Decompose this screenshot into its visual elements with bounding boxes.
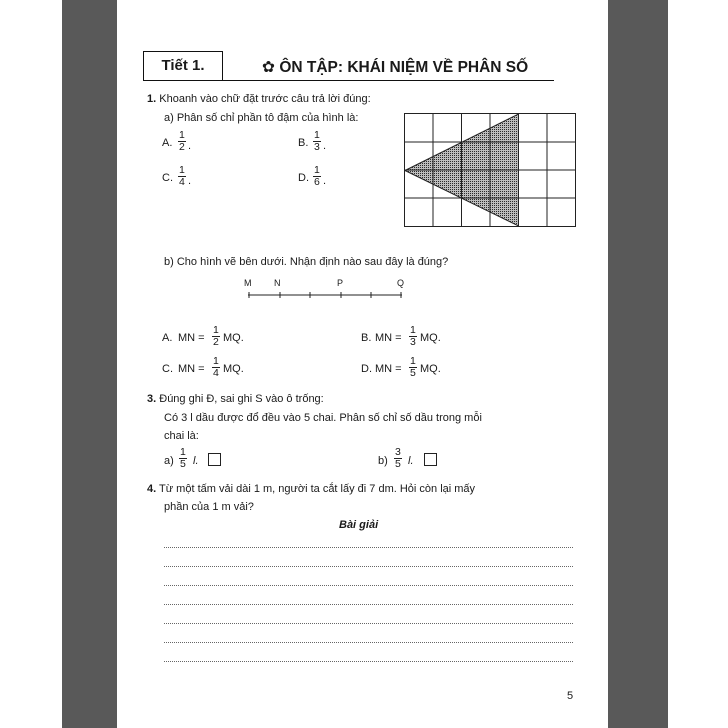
shaded-triangle-grid [404, 113, 576, 227]
q3-prompt: 3. Đúng ghi Đ, sai ghi S vào ô trống: [147, 393, 324, 405]
point-label-q: Q [397, 278, 405, 288]
q1a-prompt: a) Phân số chỉ phần tô đậm của hình là: [164, 112, 359, 124]
answer-line[interactable] [164, 566, 573, 567]
fraction: $\frac{1}{6}$ [314, 164, 320, 188]
answer-line[interactable] [164, 642, 573, 643]
answer-box-a[interactable] [208, 453, 221, 466]
left-dark-margin [62, 0, 117, 728]
q1b-prompt: b) Cho hình vẽ bên dưới. Nhận định nào sau đây là đúng? [164, 256, 449, 268]
q3-text-line1: Có 3 l dầu được đổ đều vào 5 chai. Phân số chỉ số dầu trong mỗi [164, 412, 482, 424]
point-label-m: M [244, 278, 252, 288]
point-label-p: P [337, 278, 344, 288]
fraction: $\frac{3}{5}$ [395, 446, 401, 470]
fraction: $\frac{1}{4}$ [213, 355, 219, 379]
answer-line[interactable] [164, 661, 573, 662]
q3-text-line2: chai là: [164, 430, 199, 442]
flower-icon: ✿ [262, 59, 275, 76]
q4-text-line1: 4. Từ một tấm vải dài 1 m, người ta cắt lấy đi 7 dm. Hỏi còn lại mấy [147, 483, 476, 495]
fraction: $\frac{1}{2}$ [213, 324, 219, 348]
answer-line[interactable] [164, 547, 573, 548]
answer-line[interactable] [164, 623, 573, 624]
fraction: $\frac{1}{3}$ [410, 324, 416, 348]
fraction: $\frac{1}{5}$ [180, 446, 186, 470]
right-dark-margin [608, 0, 668, 728]
answer-line[interactable] [164, 585, 573, 586]
title-text: ÔN TẬP: KHÁI NIỆM VỀ PHÂN SỐ [279, 59, 529, 76]
lesson-label-box [143, 51, 223, 81]
q1-prompt: 1. Khoanh vào chữ đặt trước câu trả lời đúng: [147, 93, 371, 105]
solution-heading: Bài giải [339, 519, 379, 531]
lesson-label: Tiết 1. [161, 57, 205, 74]
answer-line[interactable] [164, 604, 573, 605]
fraction: $\frac{1}{3}$ [314, 129, 320, 153]
grid-lines [405, 114, 576, 227]
fraction: $\frac{1}{5}$ [410, 355, 416, 379]
number-line [246, 289, 406, 301]
point-label-n: N [274, 278, 281, 288]
page-title [262, 58, 528, 77]
q4-text-line2: phần của 1 m vải? [164, 501, 254, 513]
fraction: $\frac{1}{4}$ [179, 164, 185, 188]
answer-box-b[interactable] [424, 453, 437, 466]
page-number: 5 [567, 690, 574, 702]
fraction: $\frac{1}{2}$ [179, 129, 185, 153]
title-underline [223, 80, 554, 81]
